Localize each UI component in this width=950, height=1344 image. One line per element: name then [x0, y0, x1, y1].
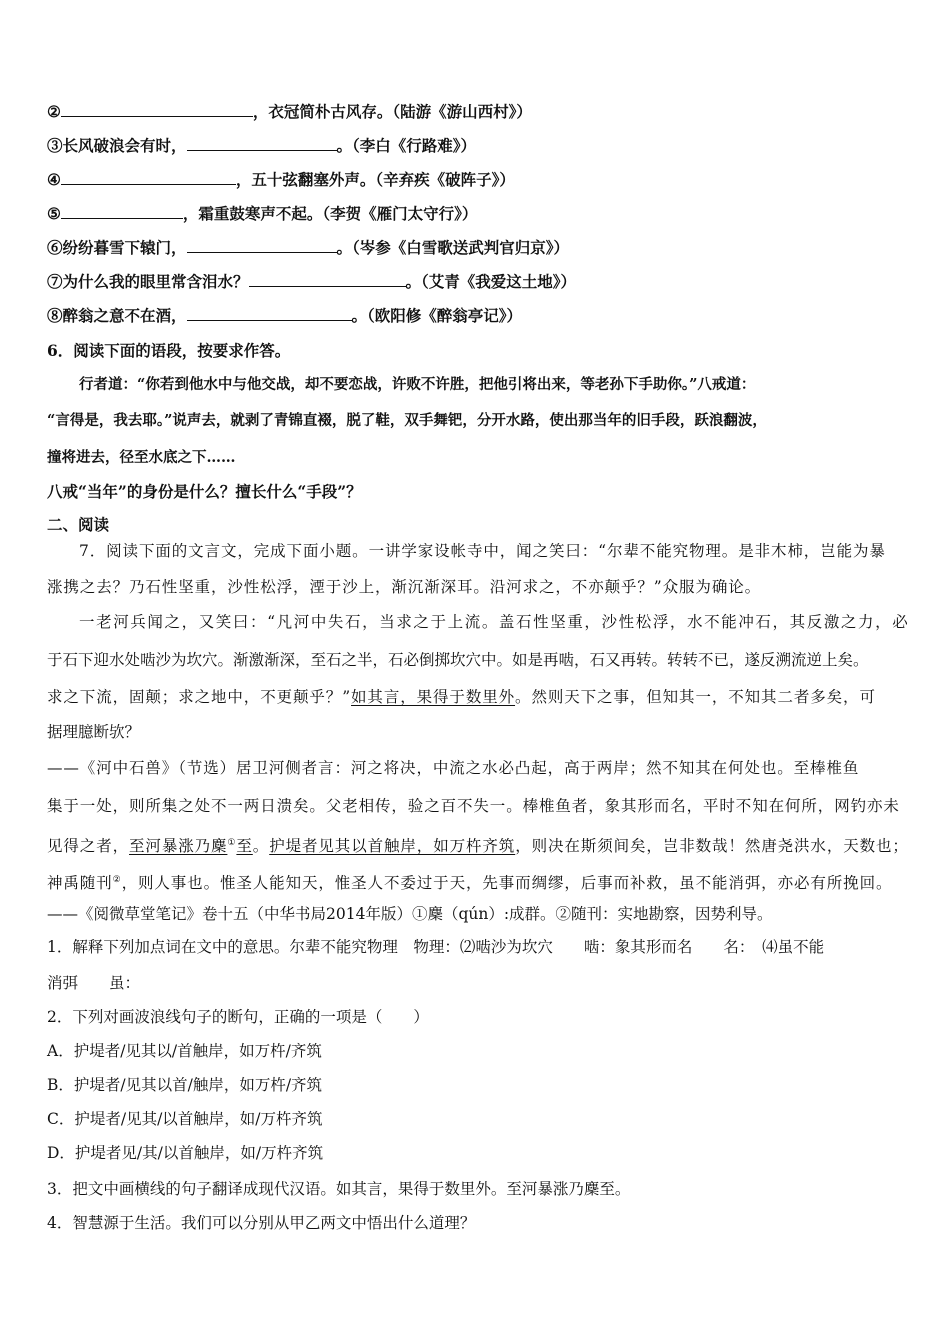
fill-item-7 — [47, 270, 910, 294]
item-number: ② — [47, 102, 61, 121]
item-text: ，五十弦翻塞外声。（辛弃疾《破阵子》） — [235, 170, 515, 189]
item-number: ⑦ — [47, 272, 63, 291]
item-text: 。（李白《行路难》） — [336, 136, 477, 155]
question-6-prompt: 八戒“当年”的身份是什么？擅长什么“手段”？ — [47, 482, 362, 501]
item-text: 。（欧阳修《醉翁亭记》） — [351, 306, 523, 325]
passage-line — [47, 685, 910, 709]
passage-line: 据理臆断欤？ — [47, 723, 141, 741]
fill-item-3 — [47, 134, 910, 158]
item-text: 为什么我的眼里常含泪水？ — [62, 272, 249, 291]
item-text: ，霜重鼓寒声不起。（李贺《雁门太守行》） — [182, 204, 478, 223]
text-segment: 。 — [252, 837, 270, 856]
wavy-underlined-sentence: 护堤者见其以首触岸，如万杵齐筑 — [269, 837, 516, 856]
fill-item-5 — [47, 202, 910, 226]
item-text: 醉翁之意不在酒， — [62, 306, 187, 325]
fill-blank[interactable] — [61, 101, 253, 117]
option-b[interactable]: B．护堤者/见其以首/触岸，如万杵/齐筑 — [47, 1076, 323, 1094]
item-number: ⑧ — [47, 306, 63, 325]
item-text: 。（艾青《我爱这土地》） — [405, 272, 577, 291]
passage-line — [47, 868, 910, 895]
passage-line: 于石下迎水处啮沙为坎穴。渐激渐深，至石之半，石必倒掷坎穴中。如是再啮，石又再转。转转不已，遂反溯流逆上矣。 — [47, 651, 869, 669]
sub-question-2: 2．下列对画波浪线句子的断句，正确的一项是（ ） — [47, 1008, 429, 1026]
item-number: ④ — [47, 170, 61, 189]
item-text: 纷纷暮雪下辕门， — [62, 238, 187, 257]
fill-blank[interactable] — [187, 237, 337, 253]
item-number: ③ — [47, 136, 63, 155]
fill-item-6 — [47, 236, 910, 260]
text-segment: 求之下流，固颠；求之地中，不更颠乎？” — [47, 688, 352, 706]
fill-blank[interactable] — [187, 135, 337, 151]
item-number: ⑤ — [47, 204, 61, 223]
text-segment: 见得之者， — [47, 837, 130, 856]
passage-line: 集于一处，则所集之处不一两日溃矣。父老相传，验之百不失一。棒椎鱼者，象其形而名，平时不知在何所，网钓亦未 — [47, 797, 900, 815]
underlined-sentence: 至 — [236, 837, 253, 856]
footnote-mark: ① — [227, 838, 237, 848]
item-text: 长风破浪会有时， — [62, 136, 187, 155]
passage-line: 一老河兵闻之，又笑曰：“凡河中失石，当求之于上流。盖石性坚重，沙性松浮，水不能冲石，其反激之力，必 — [79, 613, 910, 631]
passage-line — [47, 831, 910, 858]
underlined-sentence: 至河暴涨乃麇 — [129, 837, 228, 856]
text-segment: ，则决在斯须间矣，岂非数哉！然唐尧洪水，天数也； — [515, 837, 909, 856]
fill-blank[interactable] — [249, 271, 406, 287]
passage-line: 7．阅读下面的文言文，完成下面小题。一讲学家设帐寺中，闻之笑曰：“尔辈不能究物理。是非木柿，岂能为暴 — [79, 542, 886, 560]
sub-question-4: 4．智慧源于生活。我们可以分别从甲乙两文中悟出什么道理？ — [47, 1214, 476, 1232]
sub-question-3: 3．把文中画横线的句子翻译成现代汉语。如其言，果得于数里外。至河暴涨乃麇至。 — [47, 1180, 631, 1198]
item-text: ，衣冠简朴古风存。（陆游《游山西村》） — [252, 102, 532, 121]
sub-question-1-cont: 消弭 虽： — [47, 974, 141, 992]
text-segment: ，则人事也。惟圣人能知天，惟圣人不委过于天，先事而绸缪，后事而补救，虽不能消弭，亦必有所挽回。 — [121, 874, 893, 893]
passage-source: ——《阅微草堂笔记》卷十五（中华书局2014年版）①麇（qún）:成群。②随刊：实地勘察，因势利导。 — [47, 905, 773, 923]
fill-blank[interactable] — [61, 203, 183, 219]
section-heading: 二、阅读 — [47, 515, 110, 534]
text-segment: 神禹随刊 — [47, 874, 113, 893]
underlined-sentence: 如其言，果得于数里外 — [351, 688, 516, 706]
passage-line: 行者道：“你若到他水中与他交战，却不要恋战，许败不许胜，把他引将出来，等老孙下手助你。”八戒道： — [79, 376, 756, 393]
option-c[interactable]: C．护堤者/见其/以首触岸，如/万杵齐筑 — [47, 1110, 323, 1128]
fill-item-4 — [47, 168, 910, 192]
question-6-title: 6．阅读下面的语段，按要求作答。 — [47, 341, 291, 360]
text-segment: 。然则天下之事，但知其一，不知其二者多矣，可 — [515, 688, 876, 706]
fill-blank[interactable] — [61, 169, 236, 185]
passage-line: “言得是，我去耶。”说声去，就剥了青锦直裰，脱了鞋，双手舞钯，分开水路，使出那当年的旧手段，跃浪翻波， — [47, 412, 767, 429]
option-a[interactable]: A．护堤者/见其以/首触岸，如万杵/齐筑 — [47, 1042, 322, 1060]
item-text: 。（岑参《白雪歌送武判官归京》） — [336, 238, 570, 257]
sub-question-1: 1．解释下列加点词在文中的意思。尔辈不能究物理 物理：⑵啮沙为坎穴 啮：象其形而名 名： ⑷虽不能 — [47, 938, 825, 956]
passage-line: ——《河中石兽》（节选）居卫河侧者言：河之将决，中流之水必凸起，高于两岸；然不知其在何处也。至棒椎鱼 — [47, 759, 860, 777]
passage-line: 撞将进去，径至水底之下…… — [47, 449, 236, 466]
fill-blank[interactable] — [187, 305, 352, 321]
fill-item-8 — [47, 304, 910, 328]
item-number: ⑥ — [47, 238, 63, 257]
footnote-mark: ② — [112, 875, 122, 885]
passage-line: 涨携之去？乃石性坚重，沙性松浮，湮于沙上，渐沉渐深耳。沿河求之，不亦颠乎？”众服为确论。 — [47, 578, 762, 596]
option-d[interactable]: D．护堤者见/其/以首触岸，如/万杵齐筑 — [47, 1144, 324, 1162]
fill-item-2 — [47, 100, 910, 124]
